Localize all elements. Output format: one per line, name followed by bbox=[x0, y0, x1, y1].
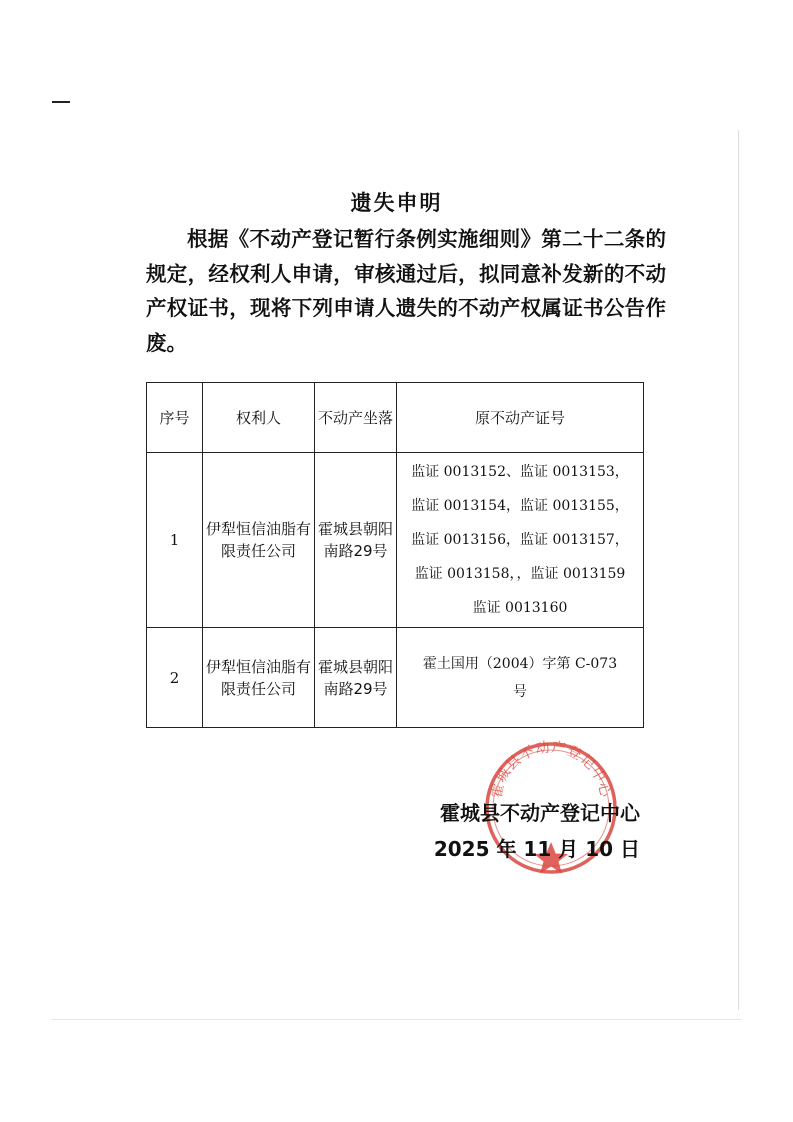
scan-edge-line bbox=[738, 130, 739, 1010]
row-no: 2 bbox=[147, 628, 203, 728]
notice-paragraph: 根据《不动产登记暂行条例实施细则》第二十二条的规定，经权利人申请，审核通过后，拟同意补发新的不动产权证书，现将下列申请人遗失的不动产权属证书公告作废。 bbox=[146, 227, 666, 355]
issuing-org: 霍城县不动产登记中心 bbox=[440, 801, 640, 825]
scan-mark bbox=[52, 101, 70, 103]
header-location: 不动产坐落 bbox=[315, 383, 397, 453]
signature-block bbox=[420, 795, 640, 867]
header-no: 序号 bbox=[147, 383, 203, 453]
row-location: 霍城县朝阳南路29号 bbox=[315, 453, 397, 628]
notice-title: 遗失申明 bbox=[350, 191, 443, 215]
svg-text:霍城县不动产登记中心 bbox=[489, 739, 613, 800]
records-table bbox=[146, 382, 644, 728]
scan-bottom-line bbox=[52, 1019, 742, 1020]
notice-body bbox=[146, 222, 666, 360]
row-holder: 伊犁恒信油脂有限责任公司 bbox=[203, 453, 315, 628]
row-cert-numbers bbox=[397, 453, 644, 628]
row-location: 霍城县朝阳南路29号 bbox=[315, 628, 397, 728]
table-row bbox=[147, 453, 644, 628]
header-cert: 原不动产证号 bbox=[397, 383, 644, 453]
cert-line: 监证 0013160 bbox=[472, 600, 568, 616]
table-header-row bbox=[147, 383, 644, 453]
row-holder: 伊犁恒信油脂有限责任公司 bbox=[203, 628, 315, 728]
cert-line: 监证 0013158，，监证 0013159 bbox=[414, 566, 626, 582]
cert-line: 号 bbox=[513, 683, 527, 700]
cert-line: 监证 0013154，监证 0013155， bbox=[411, 498, 629, 514]
cert-line: 霍土国用（2004）字第 C-073 bbox=[422, 655, 618, 672]
cert-line: 监证 0013152、监证 0013153， bbox=[411, 464, 629, 480]
table-row bbox=[147, 628, 644, 728]
issue-date: 2025 年 11 月 10 日 bbox=[433, 837, 640, 861]
row-no: 1 bbox=[147, 453, 203, 628]
seal-text: 霍城县不动产登记中心 bbox=[488, 739, 614, 800]
row-cert-numbers bbox=[397, 628, 644, 728]
cert-line: 监证 0013156，监证 0013157， bbox=[411, 532, 629, 548]
header-holder: 权利人 bbox=[203, 383, 315, 453]
